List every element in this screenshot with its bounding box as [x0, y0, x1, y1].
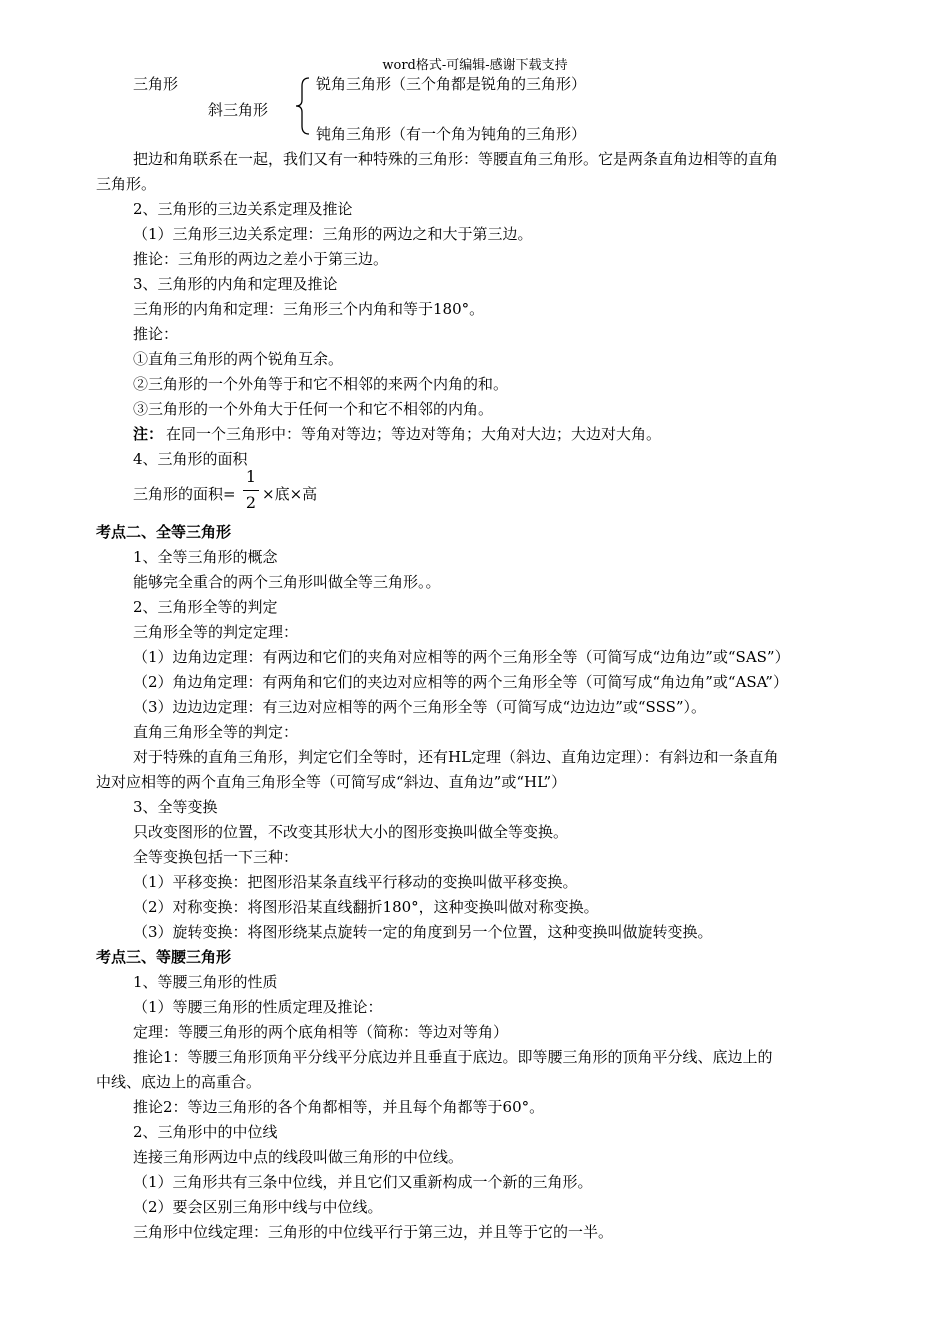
section-heading: 1、等腰三角形的性质 — [133, 973, 278, 991]
paragraph-line: 把边和角联系在一起，我们又有一种特殊的三角形：等腰直角三角形。它是两条直角边相等的直角 — [133, 150, 779, 168]
paragraph-line: 推论：三角形的两边之差小于第三边。 — [133, 250, 389, 268]
paragraph-line: 推论： — [133, 325, 179, 343]
paragraph-line: 能够完全重合的两个三角形叫做全等三角形。。 — [133, 573, 441, 591]
note-label: 注： — [133, 425, 164, 443]
paragraph-line: （1）三角形共有三条中位线，并且它们又重新构成一个新的三角形。 — [133, 1173, 593, 1191]
paragraph-line: （1）三角形三边关系定理：三角形的两边之和大于第三边。 — [133, 225, 533, 243]
fraction-bar — [243, 490, 259, 491]
classification-item-acute: 锐角三角形（三个角都是锐角的三角形） — [316, 75, 587, 93]
paragraph-line: 对于特殊的直角三角形，判定它们全等时，还有HL定理（斜边、直角边定理）：有斜边和一条直角 — [133, 748, 779, 766]
area-formula-rest: ×底×高 — [262, 485, 318, 503]
fraction-denominator: 2 — [245, 493, 257, 512]
paragraph-line: 三角形。 — [96, 175, 157, 193]
paragraph-line: 定理：等腰三角形的两个底角相等（简称：等边对等角） — [133, 1023, 509, 1041]
paragraph-line: 三角形中位线定理：三角形的中位线平行于第三边，并且等于它的一半。 — [133, 1223, 614, 1241]
fraction-numerator: 1 — [245, 467, 257, 486]
section-title: 考点三、等腰三角形 — [96, 948, 232, 966]
paragraph-line: 直角三角形全等的判定： — [133, 723, 299, 741]
page-header: word格式-可编辑-感谢下载支持 — [382, 58, 568, 73]
paragraph-line: （2）对称变换：将图形沿某直线翻折180°，这种变换叫做对称变换。 — [133, 898, 599, 916]
paragraph-line: 推论2：等边三角形的各个角都相等，并且每个角都等于60°。 — [133, 1098, 545, 1116]
section-title: 考点二、全等三角形 — [96, 523, 232, 541]
paragraph-line: ③三角形的一个外角大于任何一个和它不相邻的内角。 — [133, 400, 494, 418]
paragraph-line: 全等变换包括一下三种： — [133, 848, 299, 866]
paragraph-line: 边对应相等的两个直角三角形全等（可简写成“斜边、直角边”或“HL”） — [96, 773, 567, 791]
paragraph-line: 中线、底边上的高重合。 — [96, 1073, 262, 1091]
paragraph-line: （3）旋转变换：将图形绕某点旋转一定的角度到另一个位置，这种变换叫做旋转变换。 — [133, 923, 713, 941]
curly-brace-icon — [293, 76, 315, 136]
paragraph-line: 在同一个三角形中：等角对等边；等边对等角；大角对大边；大边对大角。 — [166, 425, 662, 443]
paragraph-line: 三角形全等的判定定理： — [133, 623, 299, 641]
section-heading: 2、三角形中的中位线 — [133, 1123, 278, 1141]
paragraph-line: （3）边边边定理：有三边对应相等的两个三角形全等（可简写成“边边边”或“SSS”）。 — [133, 698, 707, 716]
paragraph-line: ①直角三角形的两个锐角互余。 — [133, 350, 344, 368]
paragraph-line: 推论1：等腰三角形顶角平分线平分底边并且垂直于底边。即等腰三角形的顶角平分线、底边上的 — [133, 1048, 773, 1066]
section-heading: 3、三角形的内角和定理及推论 — [133, 275, 338, 293]
paragraph-line: 连接三角形两边中点的线段叫做三角形的中位线。 — [133, 1148, 464, 1166]
paragraph-line: 只改变图形的位置，不改变其形状大小的图形变换叫做全等变换。 — [133, 823, 569, 841]
paragraph-line: （1）边角边定理：有两边和它们的夹角对应相等的两个三角形全等（可简写成“边角边”或“SAS”） — [133, 648, 790, 666]
paragraph-line: （2）角边角定理：有两角和它们的夹边对应相等的两个三角形全等（可简写成“角边角”或“ASA”） — [133, 673, 788, 691]
section-heading: 4、三角形的面积 — [133, 450, 248, 468]
paragraph-line: 三角形的内角和定理：三角形三个内角和等于180°。 — [133, 300, 485, 318]
classification-item-obtuse: 钝角三角形（有一个角为钝角的三角形） — [316, 125, 587, 143]
classification-sub: 斜三角形 — [208, 101, 269, 119]
area-formula-label: 三角形的面积= — [133, 485, 236, 503]
paragraph-line: （1）等腰三角形的性质定理及推论： — [133, 998, 383, 1016]
section-heading: 2、三角形全等的判定 — [133, 598, 278, 616]
paragraph-line: （2）要会区别三角形中线与中位线。 — [133, 1198, 383, 1216]
classification-root: 三角形 — [133, 75, 179, 93]
section-heading: 3、全等变换 — [133, 798, 218, 816]
section-heading: 2、三角形的三边关系定理及推论 — [133, 200, 353, 218]
paragraph-line: ②三角形的一个外角等于和它不相邻的来两个内角的和。 — [133, 375, 509, 393]
paragraph-line: （1）平移变换：把图形沿某条直线平行移动的变换叫做平移变换。 — [133, 873, 578, 891]
section-heading: 1、全等三角形的概念 — [133, 548, 278, 566]
